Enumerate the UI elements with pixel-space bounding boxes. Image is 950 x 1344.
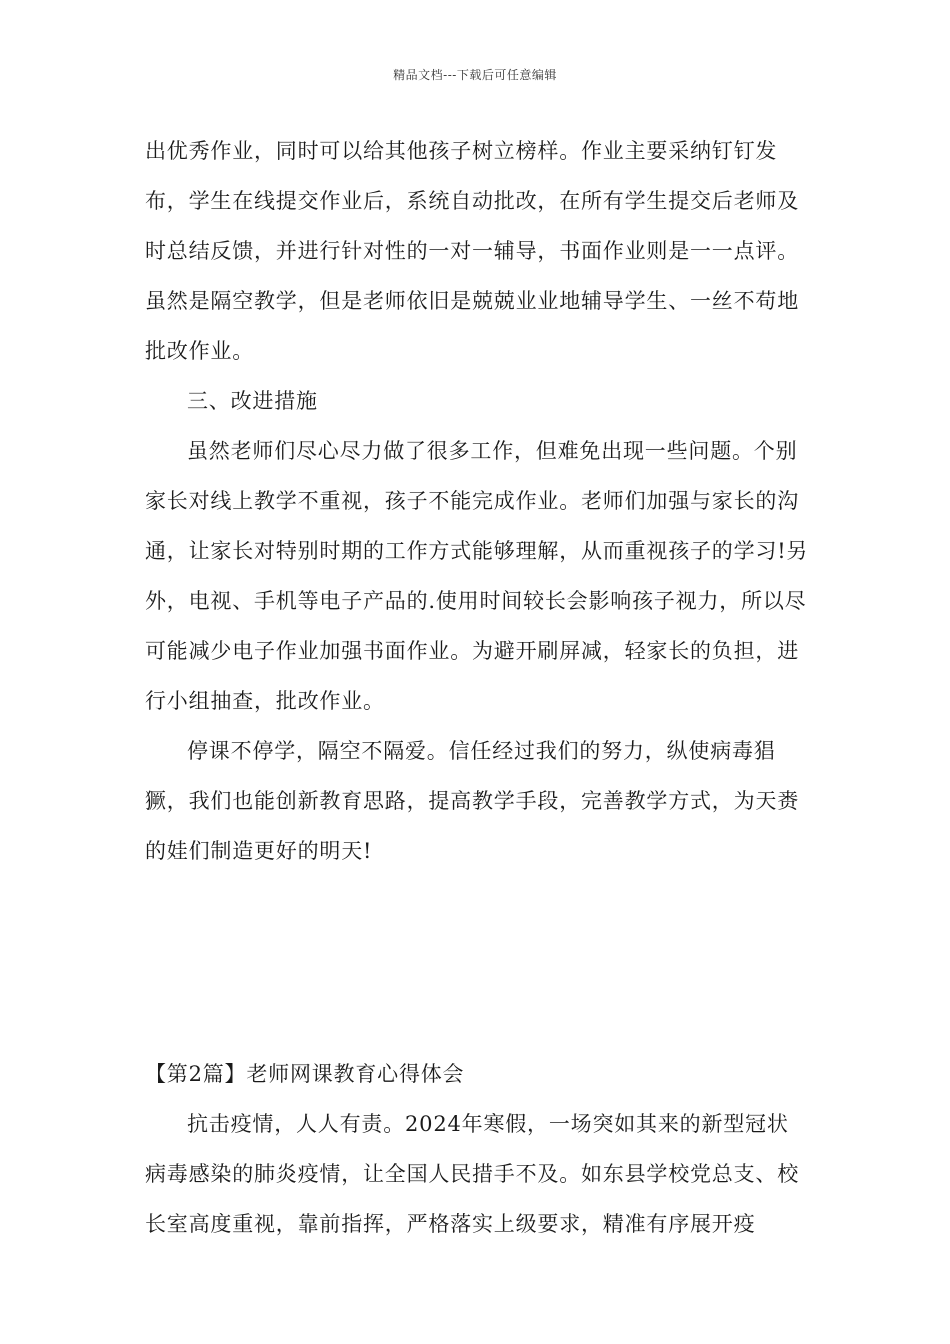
page-header: 精品文档---下载后可任意编辑 [393, 68, 557, 82]
document-body-section-b [145, 1049, 810, 1249]
paragraph-intro: 抗击疫情，人人有责。2024年寒假，一场突如其来的新型冠状病毒感染的肺炎疫情，让全国人民措手不及。如东县学校党总支、校长室高度重视，靠前指挥，严格落实上级要求，精准有序展开疫 [145, 1112, 799, 1236]
paragraph-conclusion: 停课不停学，隔空不隔爱。信任经过我们的努力，纵使病毒猖獗，我们也能创新教育思路，提高教学手段，完善教学方式，为天赉的娃们制造更好的明天! [145, 739, 799, 863]
paragraph-improvement: 虽然老师们尽心尽力做了很多工作，但难免出现一些问题。个别家长对线上教学不重视，孩子不能完成作业。老师们加强与家长的沟通，让家长对特别时期的工作方式能够理解，从而重视孩子的学习!另外，电视、手机等电子产品的.使用时间较长会影响孩子视力，所以尽可能减少电子作业加强书面作业。为避开刷屏减，轻家长的负担，进行小组抽查，批改作业。 [145, 439, 809, 713]
article-title: 【第2篇】老师网课教育心得体会 [145, 1062, 465, 1086]
continuation-paragraph: 出优秀作业，同时可以给其他孩子树立榜样。作业主要采纳钉钉发布，学生在线提交作业后，系统自动批改，在所有学生提交后老师及时总结反馈，并进行针对性的一对一辅导，书面作业则是一一点评。虽然是隔空教学，但是老师依旧是兢兢业业地辅导学生、一丝不苟地批改作业。 [145, 139, 799, 363]
section-heading: 三、改进措施 [187, 389, 318, 413]
document-body-section-a [145, 126, 810, 876]
